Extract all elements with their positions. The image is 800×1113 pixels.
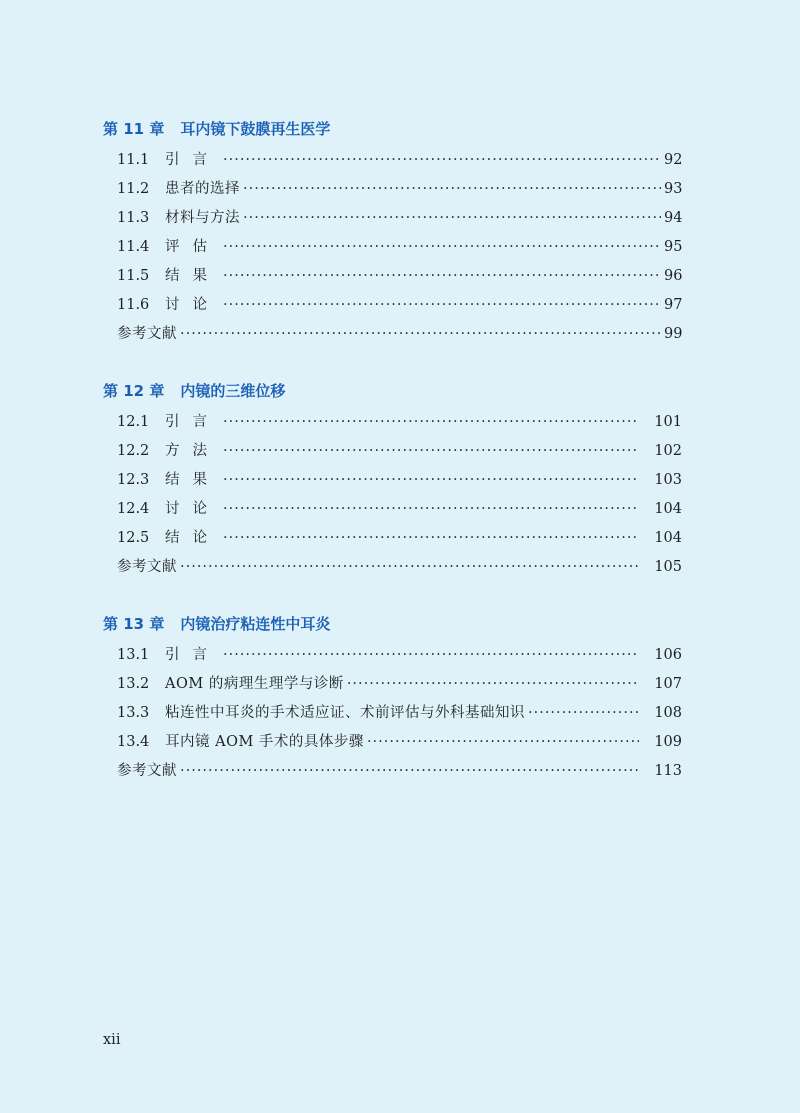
chapter-heading[interactable] <box>103 613 682 635</box>
toc-entry-13-3[interactable] <box>103 699 682 728</box>
page-number: 95 <box>664 239 683 255</box>
page-number: 99 <box>664 326 683 342</box>
chapter-11 <box>103 118 682 349</box>
section-title: 讨论 <box>165 297 220 313</box>
chapter-12 <box>103 380 682 582</box>
section-number: 12.3 <box>117 472 150 488</box>
section-number: 11.1 <box>117 152 150 168</box>
section-number: 11.2 <box>117 181 150 197</box>
section-number: 11.4 <box>117 239 150 255</box>
toc-entry-11-references[interactable] <box>103 320 682 349</box>
chapter-title: 内镜的三维位移 <box>180 382 286 400</box>
section-title: 参考文献 <box>117 763 177 779</box>
dot-leader <box>243 175 661 204</box>
toc-entry-12-4[interactable] <box>103 495 682 524</box>
section-title: 引言 <box>165 414 220 430</box>
toc-entry-11-5[interactable] <box>103 262 682 291</box>
dot-leader <box>347 670 639 699</box>
section-number: 11.5 <box>117 268 150 284</box>
page-number: 94 <box>664 210 683 226</box>
section-title: 引言 <box>165 647 220 663</box>
section-number: 12.4 <box>117 501 150 517</box>
page-number: 92 <box>664 152 683 168</box>
page-number: 105 <box>654 559 682 575</box>
chapter-heading[interactable] <box>103 380 682 402</box>
section-number: 12.1 <box>117 414 150 430</box>
section-title: AOM 的病理生理学与诊断 <box>165 676 344 692</box>
section-number: 13.4 <box>117 734 150 750</box>
section-number: 12.5 <box>117 530 150 546</box>
toc-entry-11-3[interactable] <box>103 204 682 233</box>
page-number: 97 <box>664 297 683 313</box>
chapter-heading[interactable] <box>103 118 682 140</box>
page-folio: xii <box>103 1032 121 1048</box>
section-title: 方法 <box>165 443 220 459</box>
section-number: 11.3 <box>117 210 150 226</box>
section-title: 结果 <box>165 472 220 488</box>
toc-entry-11-4[interactable] <box>103 233 682 262</box>
dot-leader <box>528 699 639 728</box>
chapter-title: 内镜治疗粘连性中耳炎 <box>180 615 331 633</box>
chapter-title: 耳内镜下鼓膜再生医学 <box>180 120 331 138</box>
dot-leader <box>223 262 661 291</box>
page-number: 96 <box>664 268 683 284</box>
page-number: 103 <box>654 472 682 488</box>
section-title: 参考文献 <box>117 326 177 342</box>
section-title: 讨论 <box>165 501 220 517</box>
toc-entry-12-2[interactable] <box>103 437 682 466</box>
toc-entry-12-5[interactable] <box>103 524 682 553</box>
toc-entry-12-references[interactable] <box>103 553 682 582</box>
section-number: 13.1 <box>117 647 150 663</box>
section-number: 11.6 <box>117 297 150 313</box>
toc-entry-11-6[interactable] <box>103 291 682 320</box>
dot-leader <box>223 466 639 495</box>
dot-leader <box>367 728 639 757</box>
chapter-label: 第 12 章 <box>103 382 165 400</box>
section-title: 粘连性中耳炎的手术适应证、术前评估与外科基础知识 <box>165 705 525 721</box>
section-title: 结论 <box>165 530 220 546</box>
page-number: 106 <box>654 647 682 663</box>
page-number: 102 <box>654 443 682 459</box>
dot-leader <box>223 495 639 524</box>
section-number: 13.3 <box>117 705 150 721</box>
section-title: 结果 <box>165 268 220 284</box>
page-number: 113 <box>654 763 682 779</box>
chapter-label: 第 11 章 <box>103 120 165 138</box>
toc-entry-12-3[interactable] <box>103 466 682 495</box>
dot-leader <box>223 146 661 175</box>
section-title: 患者的选择 <box>165 181 240 197</box>
section-title: 参考文献 <box>117 559 177 575</box>
toc-entry-11-1[interactable] <box>103 146 682 175</box>
dot-leader <box>180 757 639 786</box>
dot-leader <box>180 320 661 349</box>
page-number: 107 <box>654 676 682 692</box>
dot-leader <box>223 233 661 262</box>
dot-leader <box>180 553 639 582</box>
page-number: 108 <box>654 705 682 721</box>
toc-entry-12-1[interactable] <box>103 408 682 437</box>
page-number: 104 <box>654 530 682 546</box>
section-title: 材料与方法 <box>165 210 240 226</box>
section-title: 评估 <box>165 239 220 255</box>
dot-leader <box>223 524 639 553</box>
toc-entry-13-references[interactable] <box>103 757 682 786</box>
section-number: 13.2 <box>117 676 150 692</box>
section-title: 引言 <box>165 152 220 168</box>
chapter-label: 第 13 章 <box>103 615 165 633</box>
dot-leader <box>223 641 639 670</box>
dot-leader <box>223 291 661 320</box>
toc-entry-13-4[interactable] <box>103 728 682 757</box>
dot-leader <box>223 408 639 437</box>
page-number: 93 <box>664 181 683 197</box>
toc-entry-11-2[interactable] <box>103 175 682 204</box>
dot-leader <box>223 437 639 466</box>
section-title: 耳内镜 AOM 手术的具体步骤 <box>165 734 364 750</box>
chapter-13 <box>103 613 682 786</box>
dot-leader <box>243 204 661 233</box>
page-number: 104 <box>654 501 682 517</box>
section-number: 12.2 <box>117 443 150 459</box>
page-number: 109 <box>654 734 682 750</box>
toc-entry-13-2[interactable] <box>103 670 682 699</box>
page-number: 101 <box>654 414 682 430</box>
toc-entry-13-1[interactable] <box>103 641 682 670</box>
